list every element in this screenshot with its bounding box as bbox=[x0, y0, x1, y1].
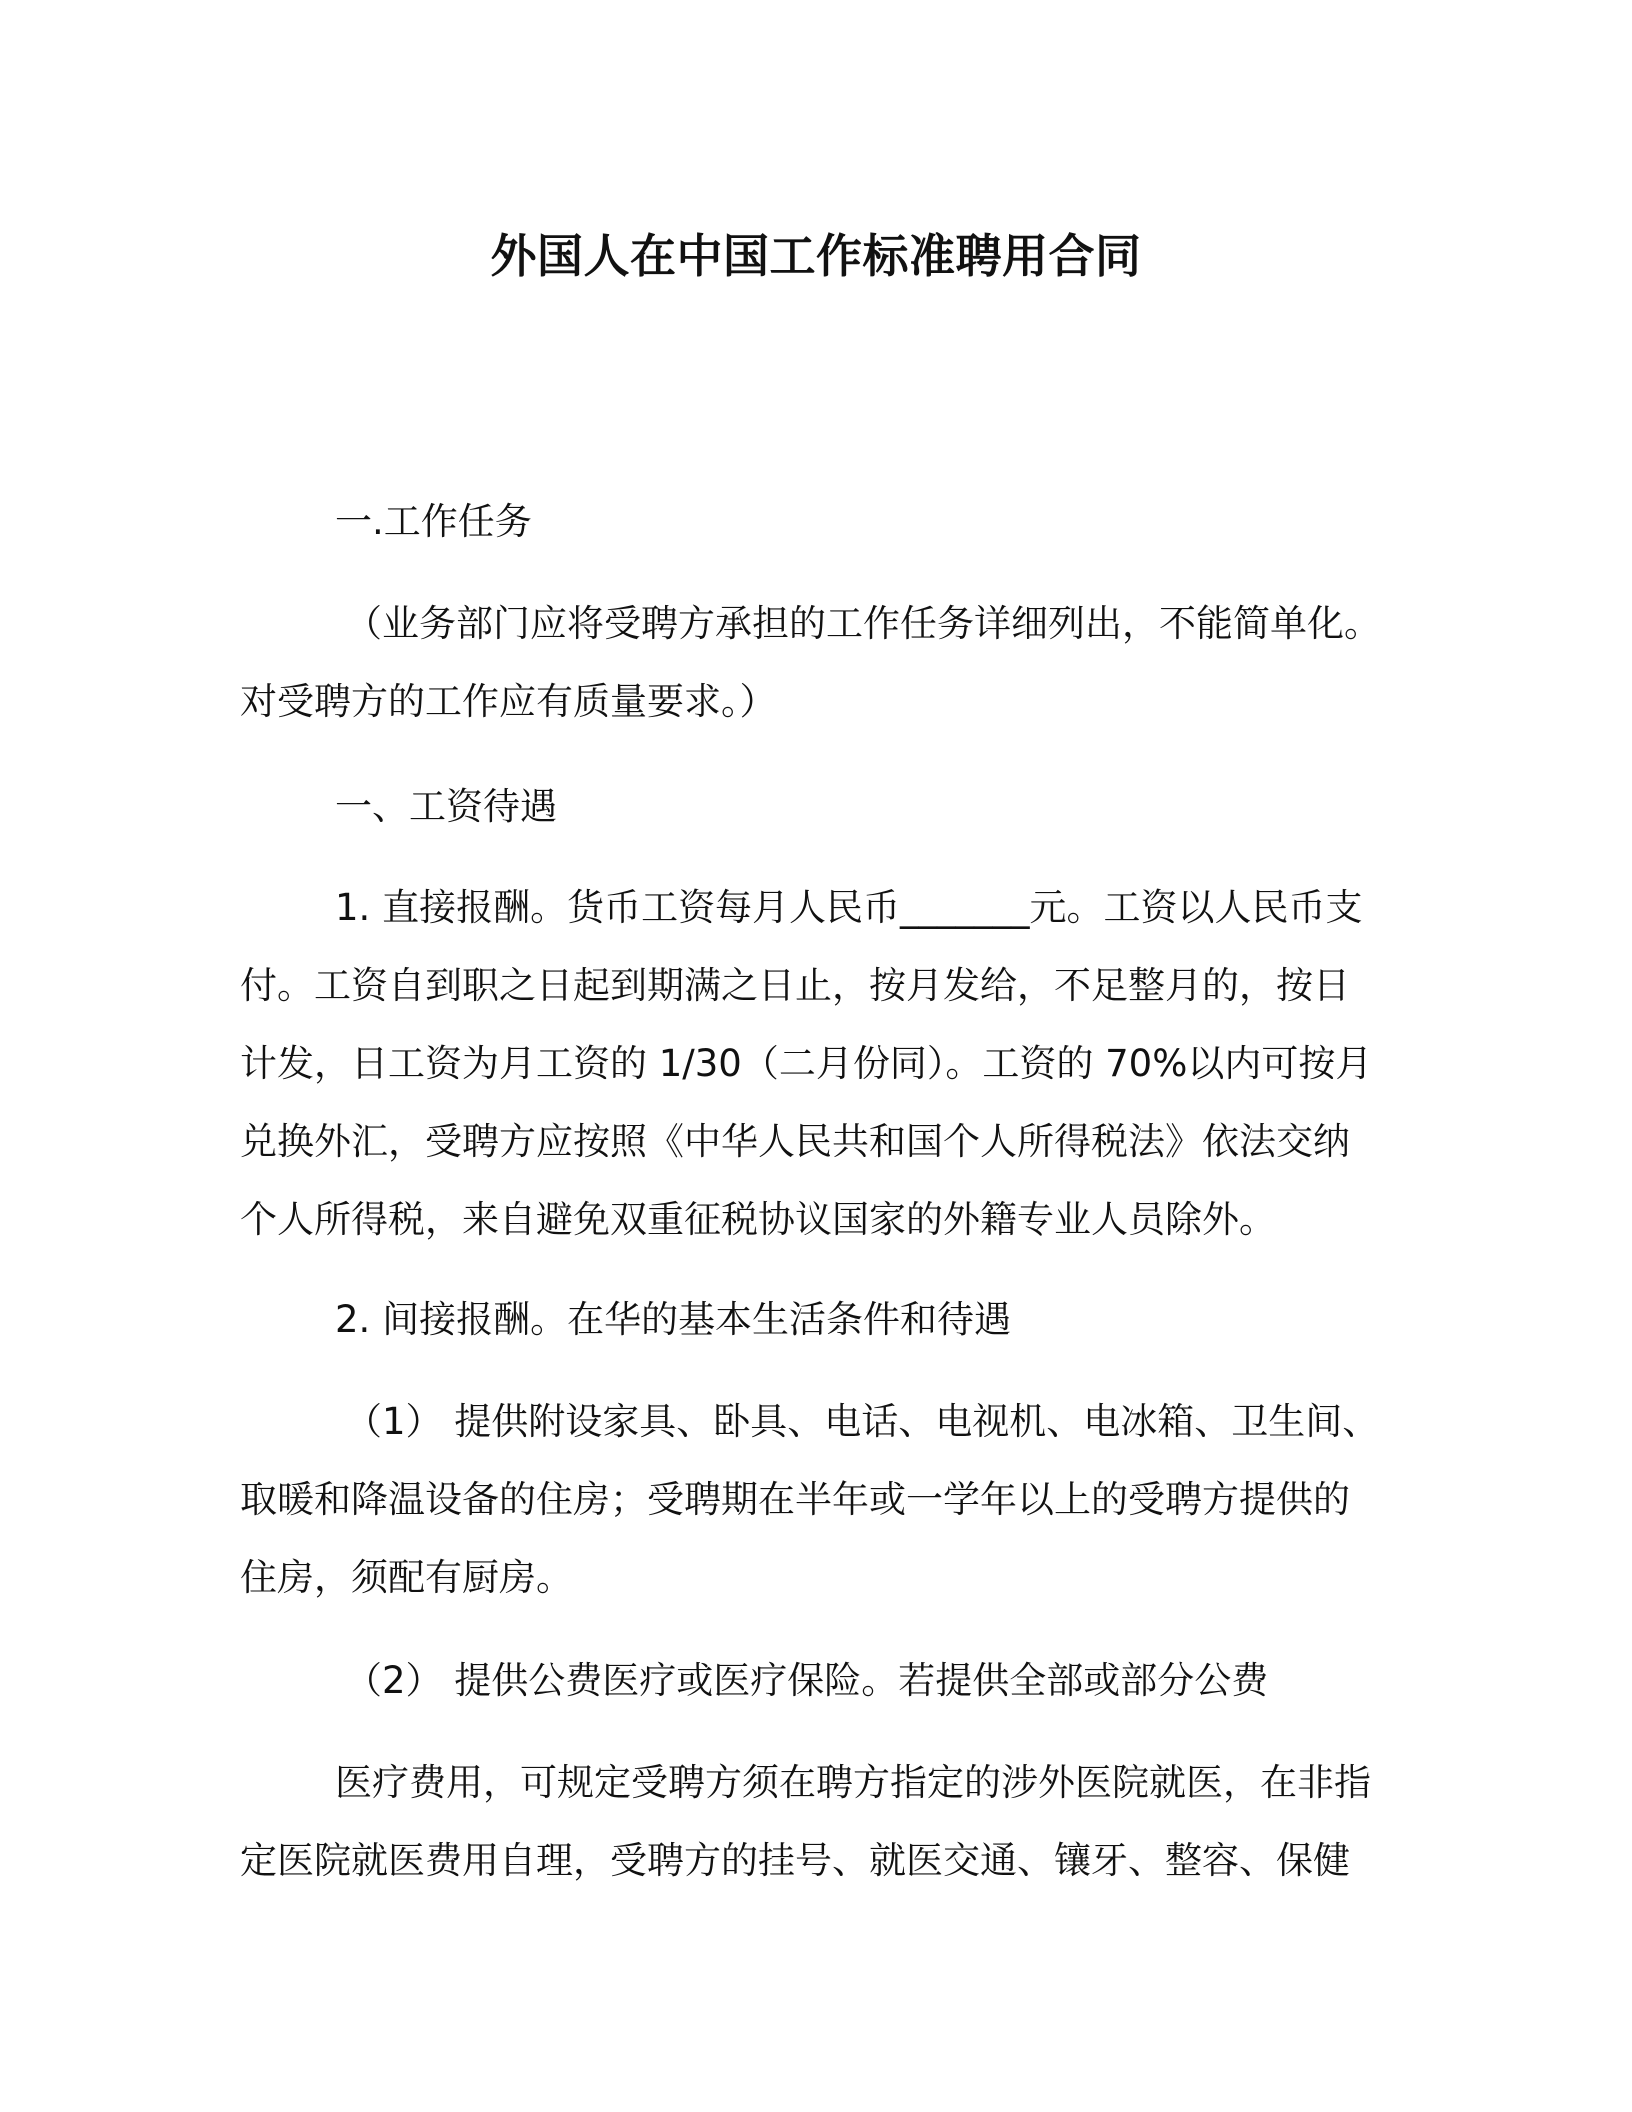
section-heading-salary bbox=[240, 768, 1390, 846]
paragraph-line: 2. 间接报酬。在华的基本生活条件和待遇 bbox=[335, 1298, 1012, 1341]
item-medical-continued-paragraph bbox=[240, 1744, 1390, 1900]
document-title: 外国人在中国工作标准聘用合同 bbox=[490, 229, 1142, 283]
paragraph-line: 对受聘方的工作应有质量要求。） bbox=[240, 680, 777, 723]
paragraph-line: 住房，须配有厨房。 bbox=[240, 1556, 573, 1599]
section-heading-text: 一.工作任务 bbox=[335, 500, 532, 543]
section-heading-text: 一、工资待遇 bbox=[335, 785, 557, 828]
section-heading-work-tasks bbox=[240, 483, 1390, 561]
paragraph-line: 个人所得税，来自避免双重征税协议国家的外籍专业人员除外。 bbox=[240, 1198, 1276, 1241]
paragraph-line: 取暖和降温设备的住房；受聘期在半年或一学年以上的受聘方提供的 bbox=[240, 1478, 1350, 1521]
paragraph-line: （2） 提供公费医疗或医疗保险。若提供全部或部分公费 bbox=[345, 1659, 1269, 1702]
paragraph-line: 医疗费用，可规定受聘方须在聘方指定的涉外医院就医，在非指 bbox=[335, 1761, 1371, 1804]
paragraph-line: 1. 直接报酬。货币工资每月人民币_______元。工资以人民币支 bbox=[335, 886, 1363, 929]
item-medical-paragraph bbox=[240, 1642, 1390, 1720]
clause-direct-pay-paragraph bbox=[240, 869, 1390, 1259]
paragraph-line: （业务部门应将受聘方承担的工作任务详细列出，不能简单化。 bbox=[345, 602, 1381, 645]
paragraph-line: 兑换外汇，受聘方应按照《中华人民共和国个人所得税法》依法交纳 bbox=[240, 1120, 1350, 1163]
paragraph-line: 定医院就医费用自理，受聘方的挂号、就医交通、镶牙、整容、保健 bbox=[240, 1839, 1350, 1882]
section-note-paragraph bbox=[240, 585, 1390, 741]
clause-indirect-pay-paragraph bbox=[240, 1281, 1390, 1359]
paragraph-line: 付。工资自到职之日起到期满之日止，按月发给，不足整月的，按日 bbox=[240, 964, 1350, 1007]
paragraph-line: （1） 提供附设家具、卧具、电话、电视机、电冰箱、卫生间、 bbox=[345, 1400, 1380, 1443]
item-housing-paragraph bbox=[240, 1383, 1390, 1617]
paragraph-line: 计发，日工资为月工资的 1/30（二月份同）。工资的 70%以内可按月 bbox=[240, 1042, 1373, 1085]
